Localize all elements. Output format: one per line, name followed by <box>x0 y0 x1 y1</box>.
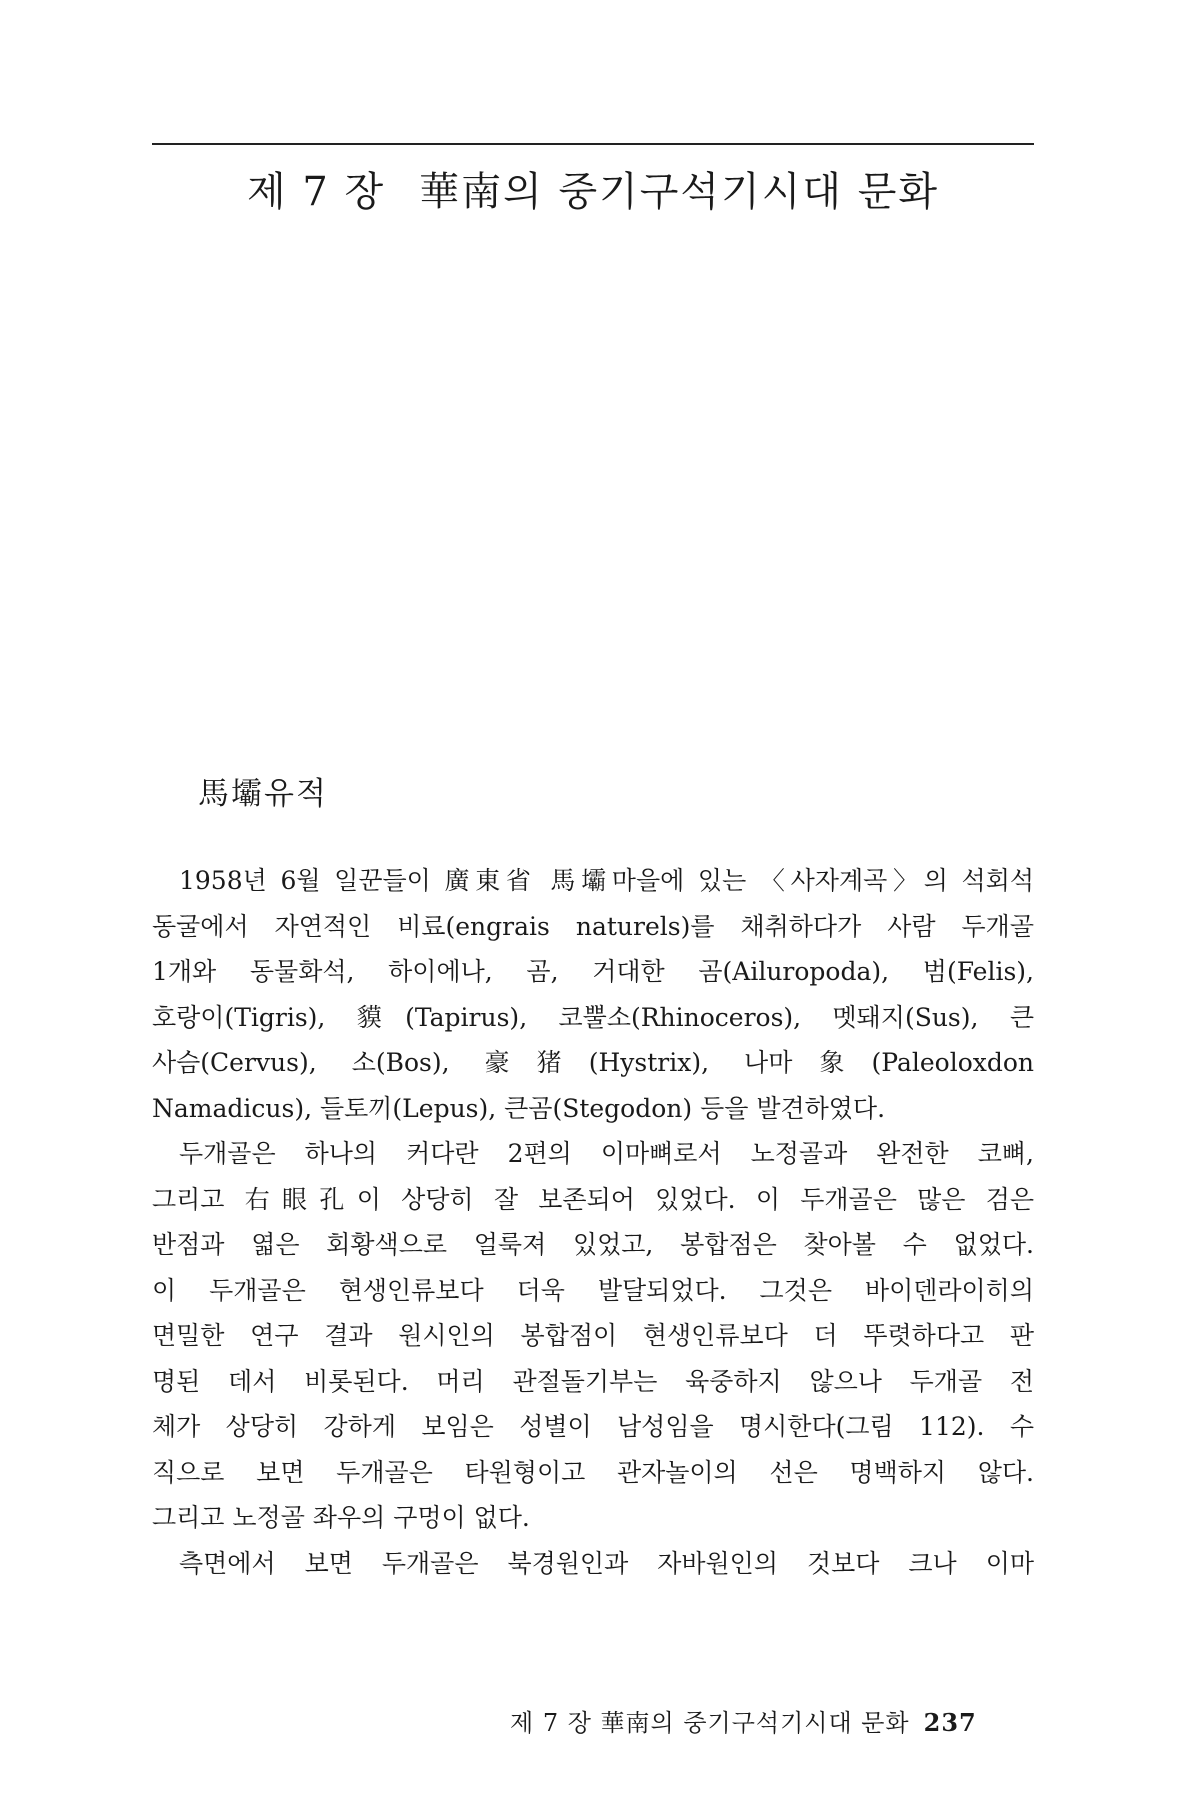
section-heading: 馬壩유적 <box>198 776 328 812</box>
chapter-label: 제 7 장 <box>246 169 386 215</box>
text-line: 체가 상당히 강하게 보임은 성별이 남성임을 명시한다(그림 112). 수 <box>152 1412 1034 1441</box>
text-line: 그리고 右眼孔이 상당히 잘 보존되어 있었다. 이 두개골은 많은 검은 <box>152 1184 1034 1214</box>
text-line: 호랑이(Tigris), 貘(Tapirus), 코뿔소(Rhinoceros), 멧돼지(Sus), 큰 <box>152 1002 1034 1032</box>
text-line: 동굴에서 자연적인 비료(engrais naturels)를 채취하다가 사람 두개골 <box>152 911 1034 941</box>
chapter-name: 華南의 중기구석기시대 문화 <box>419 169 939 215</box>
text-line: Namadicus), 들토끼(Lepus), 큰곰(Stegodon) 등을 발견하였다. <box>152 1093 886 1123</box>
body-text <box>152 858 1034 1586</box>
running-footer <box>510 1703 977 1738</box>
text-line: 그리고 노정골 좌우의 구멍이 없다. <box>152 1503 530 1532</box>
text-line: 1958년 6월 일꾼들이 廣東省 馬壩마을에 있는 〈사자계곡〉의 석회석 <box>179 866 1034 895</box>
text-line: 면밀한 연구 결과 원시인의 봉합점이 현생인류보다 더 뚜렷하다고 판 <box>152 1321 1034 1350</box>
chapter-title <box>152 160 1034 217</box>
text-line: 두개골은 하나의 커다란 2편의 이마뼈로서 노정골과 완전한 코뼈, <box>179 1139 1034 1168</box>
text-line: 측면에서 보면 두개골은 북경원인과 자바원인의 것보다 크나 이마 <box>179 1548 1034 1578</box>
text-line: 사슴(Cervus), 소(Bos), 豪猪(Hystrix), 나마象(Paleoloxdon <box>152 1048 1034 1077</box>
header-rule <box>152 143 1034 145</box>
text-line: 직으로 보면 두개골은 타원형이고 관자놀이의 선은 명백하지 않다. <box>152 1457 1034 1487</box>
text-line: 1개와 동물화석, 하이에나, 곰, 거대한 곰(Ailuropoda), 범(Felis), <box>152 957 1034 986</box>
text-line: 반점과 엷은 회황색으로 얼룩져 있었고, 봉합점은 찾아볼 수 없었다. <box>152 1230 1034 1259</box>
text-line: 이 두개골은 현생인류보다 더욱 발달되었다. 그것은 바이덴라이히의 <box>152 1275 1034 1305</box>
text-line: 명된 데서 비롯된다. 머리 관절돌기부는 육중하지 않으나 두개골 전 <box>152 1366 1034 1396</box>
running-title: 제 7 장 華南의 중기구석기시대 문화 <box>510 1709 910 1737</box>
page-number: 237 <box>923 1708 977 1737</box>
